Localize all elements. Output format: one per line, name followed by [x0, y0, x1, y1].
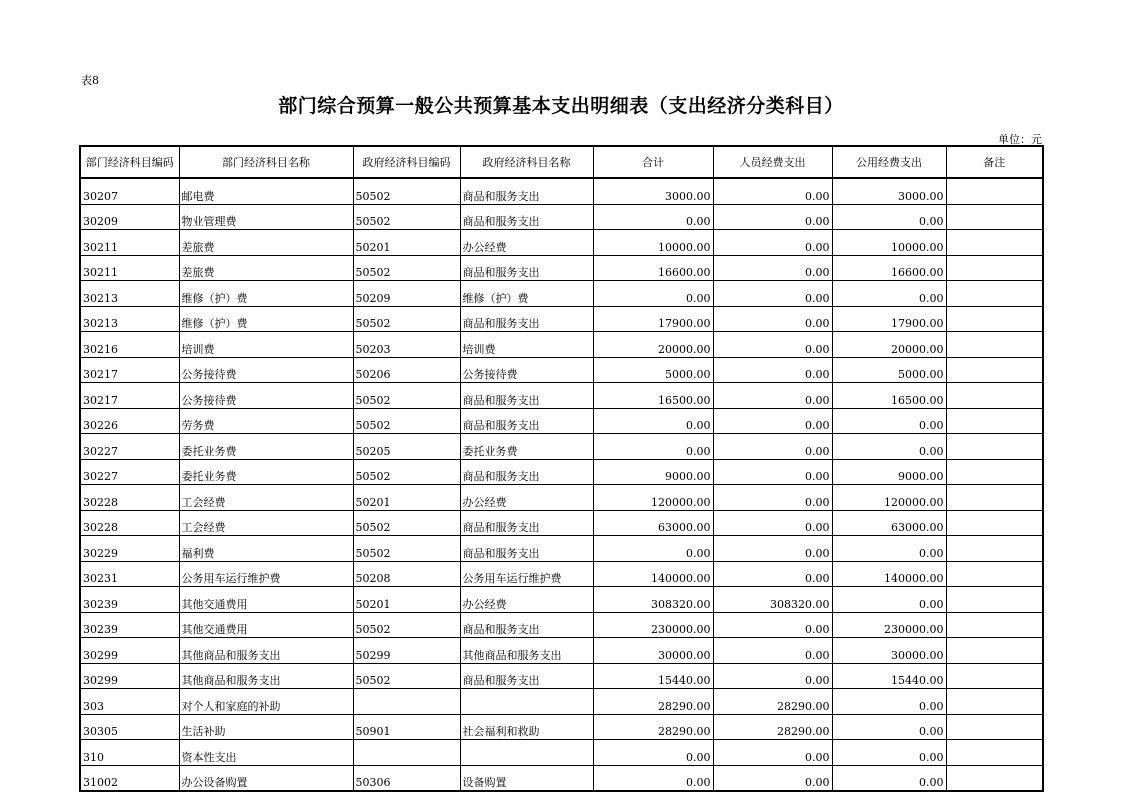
cell-gov-code [353, 740, 460, 766]
cell-public: 0.00 [832, 740, 946, 766]
cell-public: 30000.00 [832, 638, 946, 664]
cell-gov-name: 商品和服务支出 [460, 663, 593, 689]
col-header-dept-code: 部门经济科目编码 [80, 146, 179, 178]
cell-note [946, 740, 1043, 766]
cell-dept-name: 差旅费 [179, 230, 353, 256]
cell-dept-code: 30211 [80, 255, 179, 281]
table-row [80, 230, 1043, 256]
cell-note [946, 255, 1043, 281]
cell-dept-code: 30305 [80, 714, 179, 740]
cell-dept-name: 培训费 [179, 332, 353, 358]
cell-gov-code: 50502 [353, 255, 460, 281]
cell-public: 0.00 [832, 281, 946, 307]
cell-total: 308320.00 [593, 587, 713, 613]
cell-dept-name: 办公设备购置 [179, 765, 353, 791]
cell-note [946, 357, 1043, 383]
cell-personnel: 0.00 [713, 510, 832, 536]
cell-note [946, 306, 1043, 332]
cell-gov-code: 50502 [353, 510, 460, 536]
cell-note [946, 408, 1043, 434]
cell-public: 20000.00 [832, 332, 946, 358]
cell-gov-code: 50203 [353, 332, 460, 358]
cell-gov-code: 50299 [353, 638, 460, 664]
cell-note [946, 638, 1043, 664]
cell-dept-name: 其他交通费用 [179, 612, 353, 638]
cell-public: 0.00 [832, 408, 946, 434]
cell-note [946, 281, 1043, 307]
table-row [80, 178, 1043, 204]
table-row [80, 510, 1043, 536]
cell-gov-code: 50209 [353, 281, 460, 307]
cell-personnel: 0.00 [713, 434, 832, 460]
cell-dept-code: 30217 [80, 383, 179, 409]
table-row [80, 689, 1043, 715]
cell-gov-name [460, 740, 593, 766]
cell-gov-name: 办公经费 [460, 485, 593, 511]
cell-dept-name: 物业管理费 [179, 204, 353, 230]
cell-dept-name: 其他商品和服务支出 [179, 638, 353, 664]
cell-note [946, 383, 1043, 409]
cell-personnel: 0.00 [713, 230, 832, 256]
cell-public: 0.00 [832, 204, 946, 230]
cell-gov-code: 50502 [353, 178, 460, 204]
cell-total: 0.00 [593, 740, 713, 766]
col-header-gov-code: 政府经济科目编码 [353, 146, 460, 178]
cell-dept-code: 30213 [80, 306, 179, 332]
table-row [80, 281, 1043, 307]
cell-dept-code: 30239 [80, 612, 179, 638]
cell-dept-name: 委托业务费 [179, 434, 353, 460]
table-row [80, 306, 1043, 332]
table-row [80, 765, 1043, 791]
cell-gov-name [460, 689, 593, 715]
cell-public: 0.00 [832, 587, 946, 613]
table-row [80, 255, 1043, 281]
cell-gov-name: 办公经费 [460, 587, 593, 613]
table-row [80, 434, 1043, 460]
cell-total: 0.00 [593, 281, 713, 307]
cell-personnel: 0.00 [713, 612, 832, 638]
cell-public: 0.00 [832, 536, 946, 562]
cell-personnel: 0.00 [713, 408, 832, 434]
cell-note [946, 178, 1043, 204]
cell-public: 9000.00 [832, 459, 946, 485]
cell-gov-name: 商品和服务支出 [460, 383, 593, 409]
cell-note [946, 714, 1043, 740]
cell-personnel: 0.00 [713, 485, 832, 511]
cell-public: 140000.00 [832, 561, 946, 587]
cell-dept-code: 30226 [80, 408, 179, 434]
cell-gov-name: 维修（护）费 [460, 281, 593, 307]
cell-gov-code [353, 689, 460, 715]
cell-dept-code: 30239 [80, 587, 179, 613]
table-row [80, 612, 1043, 638]
col-header-note: 备注 [946, 146, 1043, 178]
cell-dept-name: 工会经费 [179, 485, 353, 511]
cell-dept-code: 30299 [80, 663, 179, 689]
cell-personnel: 0.00 [713, 561, 832, 587]
cell-public: 230000.00 [832, 612, 946, 638]
cell-gov-code: 50502 [353, 383, 460, 409]
cell-public: 17900.00 [832, 306, 946, 332]
cell-gov-name: 商品和服务支出 [460, 510, 593, 536]
cell-dept-name: 资本性支出 [179, 740, 353, 766]
cell-gov-name: 商品和服务支出 [460, 255, 593, 281]
cell-dept-name: 维修（护）费 [179, 306, 353, 332]
cell-total: 10000.00 [593, 230, 713, 256]
cell-gov-code: 50208 [353, 561, 460, 587]
col-header-total: 合计 [593, 146, 713, 178]
cell-dept-code: 30229 [80, 536, 179, 562]
cell-public: 63000.00 [832, 510, 946, 536]
cell-total: 9000.00 [593, 459, 713, 485]
cell-personnel: 0.00 [713, 357, 832, 383]
cell-gov-name: 公务用车运行维护费 [460, 561, 593, 587]
cell-gov-name: 培训费 [460, 332, 593, 358]
table-row [80, 536, 1043, 562]
col-header-personnel: 人员经费支出 [713, 146, 832, 178]
cell-gov-name: 商品和服务支出 [460, 536, 593, 562]
cell-dept-code: 303 [80, 689, 179, 715]
header-row [80, 146, 1043, 178]
cell-total: 15440.00 [593, 663, 713, 689]
cell-personnel: 28290.00 [713, 714, 832, 740]
unit-label: 单位：元 [998, 133, 1042, 146]
cell-total: 28290.00 [593, 714, 713, 740]
cell-total: 120000.00 [593, 485, 713, 511]
cell-gov-name: 委托业务费 [460, 434, 593, 460]
table-row [80, 740, 1043, 766]
cell-gov-code: 50502 [353, 612, 460, 638]
cell-personnel: 0.00 [713, 536, 832, 562]
cell-dept-name: 工会经费 [179, 510, 353, 536]
cell-gov-code: 50502 [353, 459, 460, 485]
cell-note [946, 230, 1043, 256]
cell-public: 0.00 [832, 689, 946, 715]
table-row [80, 485, 1043, 511]
table-row [80, 561, 1043, 587]
col-header-gov-name: 政府经济科目名称 [460, 146, 593, 178]
cell-personnel: 0.00 [713, 178, 832, 204]
cell-gov-code: 50201 [353, 230, 460, 256]
cell-note [946, 612, 1043, 638]
cell-note [946, 204, 1043, 230]
cell-personnel: 0.00 [713, 638, 832, 664]
cell-total: 0.00 [593, 408, 713, 434]
cell-gov-name: 办公经费 [460, 230, 593, 256]
cell-gov-code: 50502 [353, 306, 460, 332]
cell-dept-name: 维修（护）费 [179, 281, 353, 307]
cell-dept-name: 福利费 [179, 536, 353, 562]
cell-note [946, 663, 1043, 689]
cell-personnel: 0.00 [713, 459, 832, 485]
cell-personnel: 28290.00 [713, 689, 832, 715]
table-row [80, 638, 1043, 664]
cell-total: 140000.00 [593, 561, 713, 587]
cell-total: 30000.00 [593, 638, 713, 664]
col-header-dept-name: 部门经济科目名称 [179, 146, 353, 178]
cell-gov-code: 50502 [353, 408, 460, 434]
table-row [80, 587, 1043, 613]
cell-note [946, 434, 1043, 460]
cell-total: 28290.00 [593, 689, 713, 715]
cell-total: 16500.00 [593, 383, 713, 409]
expenditure-detail-table [79, 145, 1044, 792]
cell-note [946, 332, 1043, 358]
cell-gov-code: 50901 [353, 714, 460, 740]
cell-personnel: 0.00 [713, 332, 832, 358]
cell-gov-name: 商品和服务支出 [460, 204, 593, 230]
table-row [80, 383, 1043, 409]
cell-public: 0.00 [832, 765, 946, 791]
cell-note [946, 536, 1043, 562]
cell-gov-code: 50502 [353, 536, 460, 562]
cell-public: 15440.00 [832, 663, 946, 689]
cell-gov-name: 商品和服务支出 [460, 306, 593, 332]
cell-total: 0.00 [593, 536, 713, 562]
cell-total: 0.00 [593, 204, 713, 230]
cell-total: 63000.00 [593, 510, 713, 536]
cell-dept-code: 30216 [80, 332, 179, 358]
cell-dept-code: 30213 [80, 281, 179, 307]
cell-dept-code: 30211 [80, 230, 179, 256]
table-row [80, 332, 1043, 358]
cell-total: 20000.00 [593, 332, 713, 358]
cell-dept-code: 30299 [80, 638, 179, 664]
cell-personnel: 0.00 [713, 740, 832, 766]
cell-public: 120000.00 [832, 485, 946, 511]
cell-personnel: 0.00 [713, 281, 832, 307]
table-row [80, 714, 1043, 740]
cell-total: 0.00 [593, 765, 713, 791]
cell-gov-name: 社会福利和救助 [460, 714, 593, 740]
cell-total: 230000.00 [593, 612, 713, 638]
cell-dept-name: 对个人和家庭的补助 [179, 689, 353, 715]
cell-note [946, 510, 1043, 536]
table-row [80, 357, 1043, 383]
cell-dept-name: 其他交通费用 [179, 587, 353, 613]
cell-total: 5000.00 [593, 357, 713, 383]
cell-public: 5000.00 [832, 357, 946, 383]
cell-gov-name: 商品和服务支出 [460, 612, 593, 638]
cell-note [946, 561, 1043, 587]
cell-note [946, 587, 1043, 613]
cell-dept-code: 310 [80, 740, 179, 766]
cell-personnel: 0.00 [713, 383, 832, 409]
cell-dept-code: 30217 [80, 357, 179, 383]
cell-dept-code: 30231 [80, 561, 179, 587]
cell-gov-name: 其他商品和服务支出 [460, 638, 593, 664]
cell-gov-code: 50201 [353, 587, 460, 613]
cell-dept-code: 31002 [80, 765, 179, 791]
cell-personnel: 0.00 [713, 765, 832, 791]
cell-gov-code: 50502 [353, 204, 460, 230]
cell-gov-name: 公务接待费 [460, 357, 593, 383]
cell-dept-name: 委托业务费 [179, 459, 353, 485]
cell-public: 10000.00 [832, 230, 946, 256]
cell-personnel: 0.00 [713, 306, 832, 332]
col-header-public: 公用经费支出 [832, 146, 946, 178]
cell-gov-name: 商品和服务支出 [460, 178, 593, 204]
cell-public: 16500.00 [832, 383, 946, 409]
cell-gov-name: 商品和服务支出 [460, 459, 593, 485]
cell-dept-name: 其他商品和服务支出 [179, 663, 353, 689]
cell-dept-code: 30209 [80, 204, 179, 230]
cell-dept-name: 公务接待费 [179, 357, 353, 383]
cell-total: 16600.00 [593, 255, 713, 281]
cell-personnel: 0.00 [713, 204, 832, 230]
table-row [80, 408, 1043, 434]
cell-public: 0.00 [832, 434, 946, 460]
cell-total: 0.00 [593, 434, 713, 460]
cell-dept-name: 邮电费 [179, 178, 353, 204]
cell-dept-code: 30227 [80, 459, 179, 485]
cell-dept-name: 公务用车运行维护费 [179, 561, 353, 587]
cell-total: 17900.00 [593, 306, 713, 332]
cell-note [946, 689, 1043, 715]
table-row [80, 459, 1043, 485]
cell-dept-name: 公务接待费 [179, 383, 353, 409]
cell-gov-code: 50205 [353, 434, 460, 460]
table-number: 表8 [81, 74, 99, 87]
cell-gov-code: 50201 [353, 485, 460, 511]
cell-personnel: 0.00 [713, 255, 832, 281]
cell-dept-name: 生活补助 [179, 714, 353, 740]
cell-dept-name: 劳务费 [179, 408, 353, 434]
cell-gov-name: 商品和服务支出 [460, 408, 593, 434]
cell-dept-code: 30228 [80, 485, 179, 511]
cell-public: 3000.00 [832, 178, 946, 204]
cell-note [946, 765, 1043, 791]
cell-note [946, 485, 1043, 511]
cell-public: 0.00 [832, 714, 946, 740]
cell-dept-code: 30228 [80, 510, 179, 536]
cell-gov-name: 设备购置 [460, 765, 593, 791]
cell-gov-code: 50206 [353, 357, 460, 383]
table-row [80, 204, 1043, 230]
cell-personnel: 308320.00 [713, 587, 832, 613]
cell-dept-code: 30227 [80, 434, 179, 460]
cell-dept-code: 30207 [80, 178, 179, 204]
cell-personnel: 0.00 [713, 663, 832, 689]
cell-public: 16600.00 [832, 255, 946, 281]
cell-dept-name: 差旅费 [179, 255, 353, 281]
table-body [80, 178, 1043, 791]
cell-note [946, 459, 1043, 485]
cell-total: 3000.00 [593, 178, 713, 204]
page-title: 部门综合预算一般公共预算基本支出明细表（支出经济分类科目） [278, 95, 844, 117]
cell-gov-code: 50502 [353, 663, 460, 689]
table-row [80, 663, 1043, 689]
cell-gov-code: 50306 [353, 765, 460, 791]
